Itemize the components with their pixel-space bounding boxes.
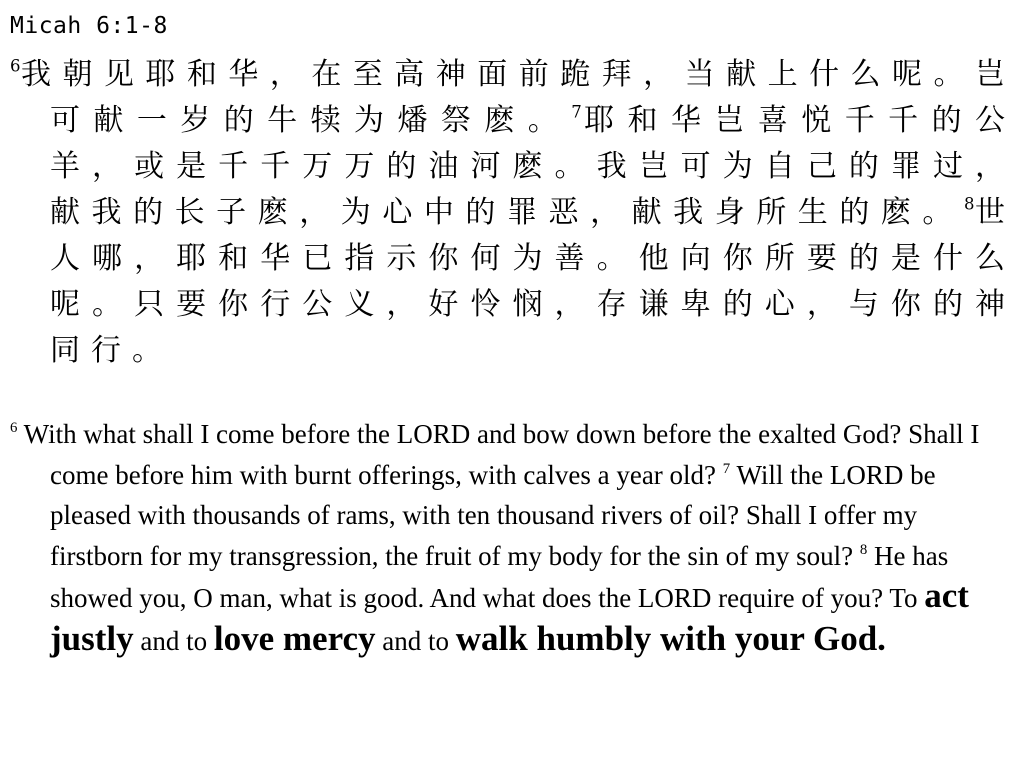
chinese-passage [10,52,1016,374]
verse-number-7-en: 7 [722,460,731,477]
verse-number-8-cn: 8 [963,194,975,214]
verse-7-en: Will the LORD be pleased with thousands of rams, with ten thousand rivers of oil? Shall I offer my firstborn for my transgression, the fruit of my body for the sin of my soul? [50,459,936,571]
verse-8-cn: 世人哪，耶和华已指示你何为善。他向你所要的是什么呢。只要你行公义，好怜悯，存谦卑的心，与你的神同行。 [50,195,1017,368]
verse-8-en-part-3: and to [375,625,456,656]
verse-6-cn: 我朝见耶和华，在至高神面前跪拜，当献上什么呢。岂可献一岁的牛犊为燔祭麽。 [20,57,1016,138]
passage-reference: Micah 6:1-8 [10,13,168,39]
verse-7-cn: 耶和华岂喜悦千千的公羊，或是千千万万的油河麽。我岂可为自己的罪过，献我的长子麽，为心中的罪恶，献我身所生的麽。 [50,103,1017,230]
emphasis-love-mercy: love mercy [213,618,376,658]
verse-8-en-part-2: and to [133,625,214,656]
verse-6-en: With what shall I come before the LORD and bow down before the exalted God? Shall I come before him with burnt offerings, with calves a year old? [17,419,980,490]
verse-number-7-cn: 7 [571,102,582,122]
emphasis-act-justly: act justly [50,576,969,658]
verse-number-6-en: 6 [10,419,18,436]
verse-8-en-part-1: He has showed you, O man, what is good. And what does the LORD require of you? To [50,540,949,613]
emphasis-walk-humbly: walk humbly with your God. [455,618,886,658]
verse-number-6-cn: 6 [10,56,21,76]
english-passage [10,414,1016,661]
verse-number-8-en: 8 [859,541,868,558]
